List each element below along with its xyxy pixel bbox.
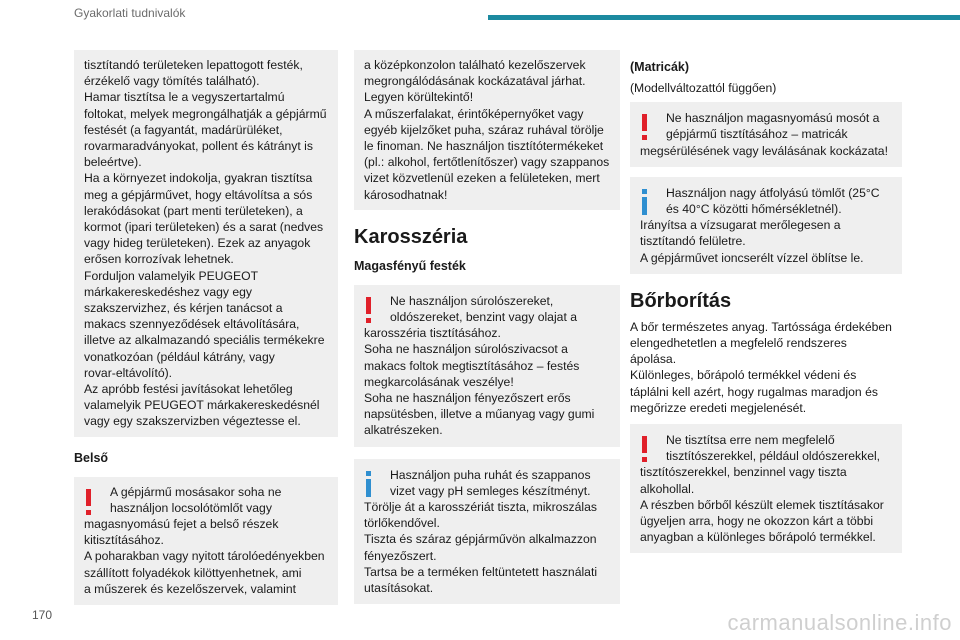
text-line: alkohollal. (640, 481, 695, 496)
text-line: márkakereskedéshez vagy egy (84, 284, 253, 299)
info-text (640, 217, 892, 266)
text-line: Tartsa be a terméken feltüntetett használati (364, 564, 598, 579)
warning-icon (642, 436, 648, 462)
text-line: (pl.: alkohol, fertőtlenítőszer) vagy szappanos (364, 155, 610, 170)
warning-text (640, 143, 892, 159)
warning-box-decals (630, 102, 902, 167)
text-line: kitisztításához. (84, 533, 164, 548)
text-line: elengedhetetlen a megfelelő rendszeres (630, 336, 847, 351)
text-line: anyagban a különleges bőrápoló termékkel. (640, 530, 876, 545)
text-line: Ne használjon magasnyomású mosót a (666, 111, 880, 126)
text-line: károsodhatnak! (364, 187, 448, 202)
text-line: Különleges, bőrápoló termékkel védeni és (630, 368, 857, 383)
text-line: valamelyik PEUGEOT márkakereskedésnél (84, 398, 320, 413)
text-line: magasnyomású fejet a belső részek (84, 517, 279, 532)
text-line: rovar-eltávolító). (84, 365, 173, 380)
page-number: 170 (32, 608, 53, 622)
text-line: napsütésben, illetve a műanyag vagy gumi (364, 407, 595, 422)
text-line: makacs szennyeződések eltávolítására, (84, 317, 300, 332)
text-line: vizet közvetlenül ezeken a felületeken, mert (364, 171, 600, 186)
text-line: Soha ne használjon fényezőszert erős (364, 391, 571, 406)
text-line: le finoman. Ne használjon tisztítótermékeket (364, 139, 604, 154)
text-line: lerakódásokat (part menti területeken), a (84, 203, 303, 218)
text-line: szállított folyadékok kilöttyenhetnek, ami (84, 565, 302, 580)
text-line: ápolása. (630, 352, 677, 367)
info-box-paint (354, 459, 620, 605)
text-line: vagy egy szakszervizben végeztesse el. (84, 414, 301, 429)
info-indented-text (364, 467, 610, 499)
warning-indented-text (640, 110, 892, 142)
header-accent-bar (488, 15, 960, 20)
text-line: törlőkendővel. (364, 516, 440, 531)
info-text (364, 499, 610, 596)
text-line: tisztítandó területeken lepattogott festék, (84, 58, 303, 72)
info-icon (642, 189, 648, 215)
text-line: és 40°C közötti hőmérsékletnél). (666, 202, 842, 217)
text-line: A részben bőrből készült elemek tisztításakor (640, 497, 884, 512)
warning-box-paint (354, 285, 620, 447)
text-line: Tiszta és száraz gépjárművön alkalmazzon (364, 532, 597, 547)
text-line: Hamar tisztítsa le a vegyszertartalmú (84, 90, 285, 105)
box-text (364, 57, 610, 203)
warning-box-interior (74, 477, 338, 605)
text-line: Ha a környezet indokolja, gyakran tisztítsa (84, 171, 313, 186)
text-line: Az apróbb festési javításokat lehetőleg (84, 382, 293, 397)
watermark: carmanualsonline.info (727, 610, 952, 635)
text-line: megkarcolásának veszélye! (364, 374, 514, 389)
subhead-belso: Belső (74, 450, 109, 465)
text-line: tisztítandó felületre. (640, 234, 746, 249)
text-line: tisztítószerekkel, például oldószerekkel, (666, 449, 881, 464)
variant-note: (Modellváltozattól függően) (630, 81, 777, 95)
text-line: oldószereket, benzint vagy olajat a (390, 310, 577, 325)
warning-indented-text (640, 432, 892, 464)
text-line: vonatkozóan (például kátrány, vagy (84, 349, 275, 364)
text-line: tisztítószerekkel, benzinnel vagy tiszta (640, 465, 847, 480)
continued-warning-box (74, 50, 338, 437)
text-line: A bőr természetes anyag. Tartóssága érdekében (630, 319, 892, 334)
column-2 (354, 50, 620, 604)
section-title-borboritas: Bőrborítás (630, 289, 732, 312)
text-line: rovarmaradványokat, pollent és kátrányt is (84, 139, 313, 154)
text-line: A műszerfalakat, érintőképernyőket vagy (364, 106, 584, 121)
info-indented-text (640, 185, 892, 217)
text-line: makacs foltok megtisztításához – festés (364, 358, 580, 373)
subhead-magasfenyu: Magasfényű festék (354, 258, 466, 273)
warning-box-leather (630, 424, 902, 553)
text-line: használjon locsolótömlőt vagy (110, 500, 272, 515)
box-text (84, 57, 328, 430)
warning-icon (642, 114, 648, 140)
text-line: a középkonzolon található kezelőszervek (364, 58, 586, 72)
leather-paragraph (630, 319, 902, 416)
text-line: Használjon nagy átfolyású tömlőt (25°C (666, 185, 880, 200)
warning-text (364, 325, 610, 438)
text-line: beleértve). (84, 155, 142, 170)
text-line: Legyen körültekintő! (364, 90, 474, 105)
continued-text-box (354, 50, 620, 210)
info-icon (366, 471, 372, 497)
warning-indented-text (364, 293, 610, 325)
text-line: kormot (ipari területeken) és a sarat (nedves (84, 220, 324, 235)
text-line: a műszerek és kezelőszervek, valamint (84, 581, 297, 596)
text-line: Soha ne használjon súrolószivacsot a (364, 342, 568, 357)
column-3 (630, 60, 902, 553)
text-line: gépjármű tisztításához – matricák (666, 127, 848, 142)
text-line: festését (a fagyantát, madárürüléket, (84, 122, 283, 137)
text-line: meg a gépjárművet, hogy eltávolítsa a sós (84, 187, 313, 202)
text-line: fényezőszert. (364, 548, 437, 563)
text-line: foltokat, melyek megrongálhatják a gépjármű (84, 106, 327, 121)
text-line: vagy hideg területeken). Ezek az anyagok (84, 236, 311, 251)
text-line: ügyeljen arra, hogy ne okozzon kárt a többi (640, 514, 874, 529)
text-line: illetve az alkalmazandó speciális termékekre (84, 333, 325, 348)
warning-text (640, 464, 892, 545)
text-line: egyéb kijelzőket puha, száraz ruhával törölje (364, 122, 604, 137)
text-line: A poharakban vagy nyitott tárolóedényekben (84, 549, 325, 564)
text-line: erősen korrozívak lehetnek. (84, 252, 234, 267)
section-title-karosszeria: Karosszéria (354, 225, 468, 248)
warning-icon (86, 489, 92, 515)
text-line: Forduljon valamelyik PEUGEOT (84, 268, 259, 283)
text-line: megsérülésének vagy leválásának kockázata! (640, 143, 888, 158)
text-line: A gépjármű mosásakor soha ne (110, 484, 282, 499)
text-line: megrongálódásának kockázatával járhat. (364, 74, 586, 89)
text-line: érzékelő vagy tömítés található). (84, 74, 260, 89)
text-line: Ne tisztítsa erre nem megfelelő (666, 433, 835, 448)
text-line: vizet vagy pH semleges készítményt. (390, 483, 591, 498)
text-line: Használjon puha ruhát és szappanos (390, 467, 591, 482)
text-line: A gépjárművet ioncserélt vízzel öblítse le. (640, 250, 864, 265)
text-line: Törölje át a karosszériát tiszta, mikroszálas (364, 500, 597, 515)
warning-indented-text (84, 484, 328, 516)
column-1 (74, 50, 338, 605)
text-line: megőrizze eredeti megjelenését. (630, 400, 807, 415)
text-line: alkatrészeken. (364, 423, 443, 438)
text-line: karosszéria tisztításához. (364, 326, 501, 341)
text-line: Ne használjon súrolószereket, (390, 293, 554, 308)
page-header-title: Gyakorlati tudnivalók (74, 6, 186, 20)
warning-text (84, 516, 328, 597)
subhead-matricak: (Matricák) (630, 60, 690, 74)
info-box-decals (630, 177, 902, 274)
text-line: szakszervizhez, és kérjen tanácsot a (84, 301, 283, 316)
warning-icon (366, 297, 372, 323)
text-line: táplálni kell azért, hogy rugalmas maradjon és (630, 384, 878, 399)
text-line: utasításokat. (364, 581, 434, 596)
text-line: Irányítsa a vízsugarat merőlegesen a (640, 218, 841, 233)
